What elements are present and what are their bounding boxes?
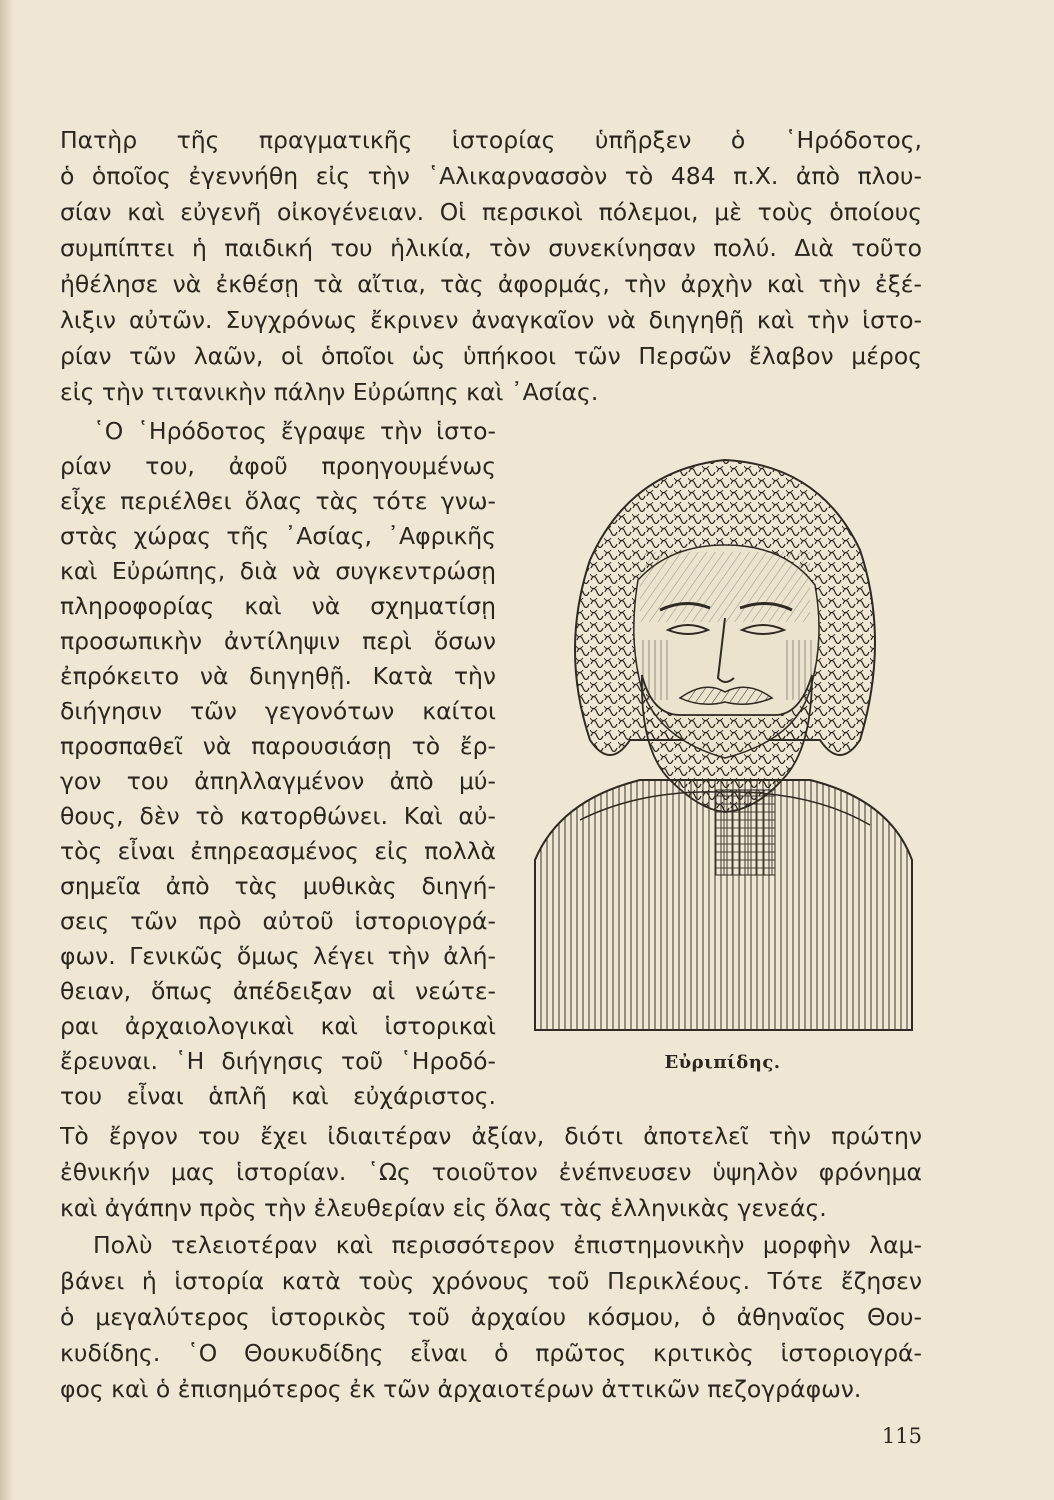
text-line: προσωπικὴν ἀντίληψιν περὶ ὅσων	[60, 627, 496, 655]
text-line: του εἶναι ἁπλῆ καὶ εὐχάριστος.	[60, 1082, 496, 1110]
text-line: σεις τῶν πρὸ αὐτοῦ ἱστοριογρά-	[60, 907, 496, 935]
text-line: φος καὶ ὁ ἐπισημότερος ἐκ τῶν ἀρχαιοτέρων ἀττικῶν πεζογράφων.	[60, 1375, 862, 1403]
text-line: ἔρευναι. ῾Η διήγησις τοῦ ῾Ηροδό-	[60, 1047, 496, 1075]
text-line: ραι ἀρχαιολογικαὶ καὶ ἱστορικαὶ	[60, 1012, 496, 1040]
text-line: κυδίδης. ῾Ο Θουκυδίδης εἶναι ὁ πρῶτος κριτικὸς ἱστοριογρά-	[60, 1339, 922, 1367]
text-line: θειαν, ὅπως ἀπέδειξαν αἱ νεώτε-	[60, 977, 496, 1005]
text-line: συμπίπτει ἡ παιδική του ἡλικία, τὸν συνεκίνησαν πολύ. Διὰ τοῦτο	[60, 234, 922, 262]
text-line: ρίαν τῶν λαῶν, οἱ ὁποῖοι ὡς ὑπήκοοι τῶν Περσῶν ἔλαβον μέρος	[60, 342, 922, 370]
page-number: 115	[881, 1424, 922, 1448]
text-line: καὶ ἀγάπην πρὸς τὴν ἐλευθερίαν εἰς ὅλας τὰς ἑλληνικὰς γενεάς.	[60, 1194, 827, 1222]
text-line: Πατὴρ τῆς πραγματικῆς ἱστορίας ὑπῆρξεν ὁ ῾Ηρόδοτος,	[60, 126, 922, 154]
text-line: γον του ἀπηλλαγμένον ἀπὸ μύ-	[60, 767, 496, 795]
text-line: ἠθέλησε νὰ ἐκθέσῃ τὰ αἴτια, τὰς ἀφορμάς, τὴν ἀρχὴν καὶ τὴν ἐξέ-	[60, 270, 922, 298]
text-line: διήγησιν τῶν γεγονότων καίτοι	[60, 697, 496, 725]
text-line: τὸς εἶναι ἐπηρεασμένος εἰς πολλὰ	[60, 837, 496, 865]
text-line: πληροφορίας καὶ νὰ σχηματίσῃ	[60, 592, 496, 620]
text-line: εἶχε περιέλθει ὅλας τὰς τότε γνω-	[60, 487, 496, 515]
text-line: ἐθνικήν μας ἱστορίαν. ῾Ως τοιοῦτον ἐνέπνευσεν ὑψηλὸν φρόνημα	[60, 1158, 922, 1186]
text-line: καὶ Εὐρώπης, διὰ νὰ συγκεντρώσῃ	[60, 557, 496, 585]
text-line: σημεῖα ἀπὸ τὰς μυθικὰς διηγή-	[60, 872, 496, 900]
text-line: ῾Ο ῾Ηρόδοτος ἔγραψε τὴν ἱστο-	[93, 417, 496, 445]
text-line: λιξιν αὐτῶν. Συγχρόνως ἔκρινεν ἀναγκαῖον νὰ διηγηθῇ καὶ τὴν ἱστο-	[60, 306, 922, 334]
text-line: ὁ ὁποῖος ἐγεννήθη εἰς τὴν ῾Αλικαρνασσὸν τὸ 484 π.Χ. ἀπὸ πλου-	[60, 162, 922, 190]
text-line: σίαν καὶ εὐγενῆ οἰκογένειαν. Οἱ περσικοὶ πόλεμοι, μὲ τοὺς ὁποίους	[60, 198, 922, 226]
text-line: θους, δὲν τὸ κατορθώνει. Καὶ αὐ-	[60, 802, 496, 830]
text-line: βάνει ἡ ἱστορία κατὰ τοὺς χρόνους τοῦ Περικλέους. Τότε ἔζησεν	[60, 1267, 922, 1295]
text-line: φων. Γενικῶς ὅμως λέγει τὴν ἀλή-	[60, 942, 496, 970]
text-line: ρίαν του, ἀφοῦ προηγουμένως	[60, 452, 496, 480]
text-line: προσπαθεῖ νὰ παρουσιάσῃ τὸ ἔρ-	[60, 732, 496, 760]
text-line: Πολὺ τελειοτέραν καὶ περισσότερον ἐπιστημονικὴν μορφὴν λαμ-	[93, 1231, 922, 1259]
bust-portrait-icon	[520, 440, 925, 1040]
text-line: ὁ μεγαλύτερος ἱστορικὸς τοῦ ἀρχαίου κόσμου, ὁ ἀθηναῖος Θου-	[60, 1303, 922, 1331]
figure-caption: Εὐριπίδης.	[664, 1052, 781, 1073]
text-line: Τὸ ἔργον του ἔχει ἰδιαιτέραν ἀξίαν, διότι ἀποτελεῖ τὴν πρώτην	[60, 1122, 922, 1150]
text-line: ἐπρόκειτο νὰ διηγηθῇ. Κατὰ τὴν	[60, 662, 496, 690]
text-line: εἰς τὴν τιτανικὴν πάλην Εὐρώπης καὶ ᾿Ασίας.	[60, 378, 599, 406]
text-line: στὰς χώρας τῆς ᾿Ασίας, ᾿Αφρικῆς	[60, 522, 496, 550]
